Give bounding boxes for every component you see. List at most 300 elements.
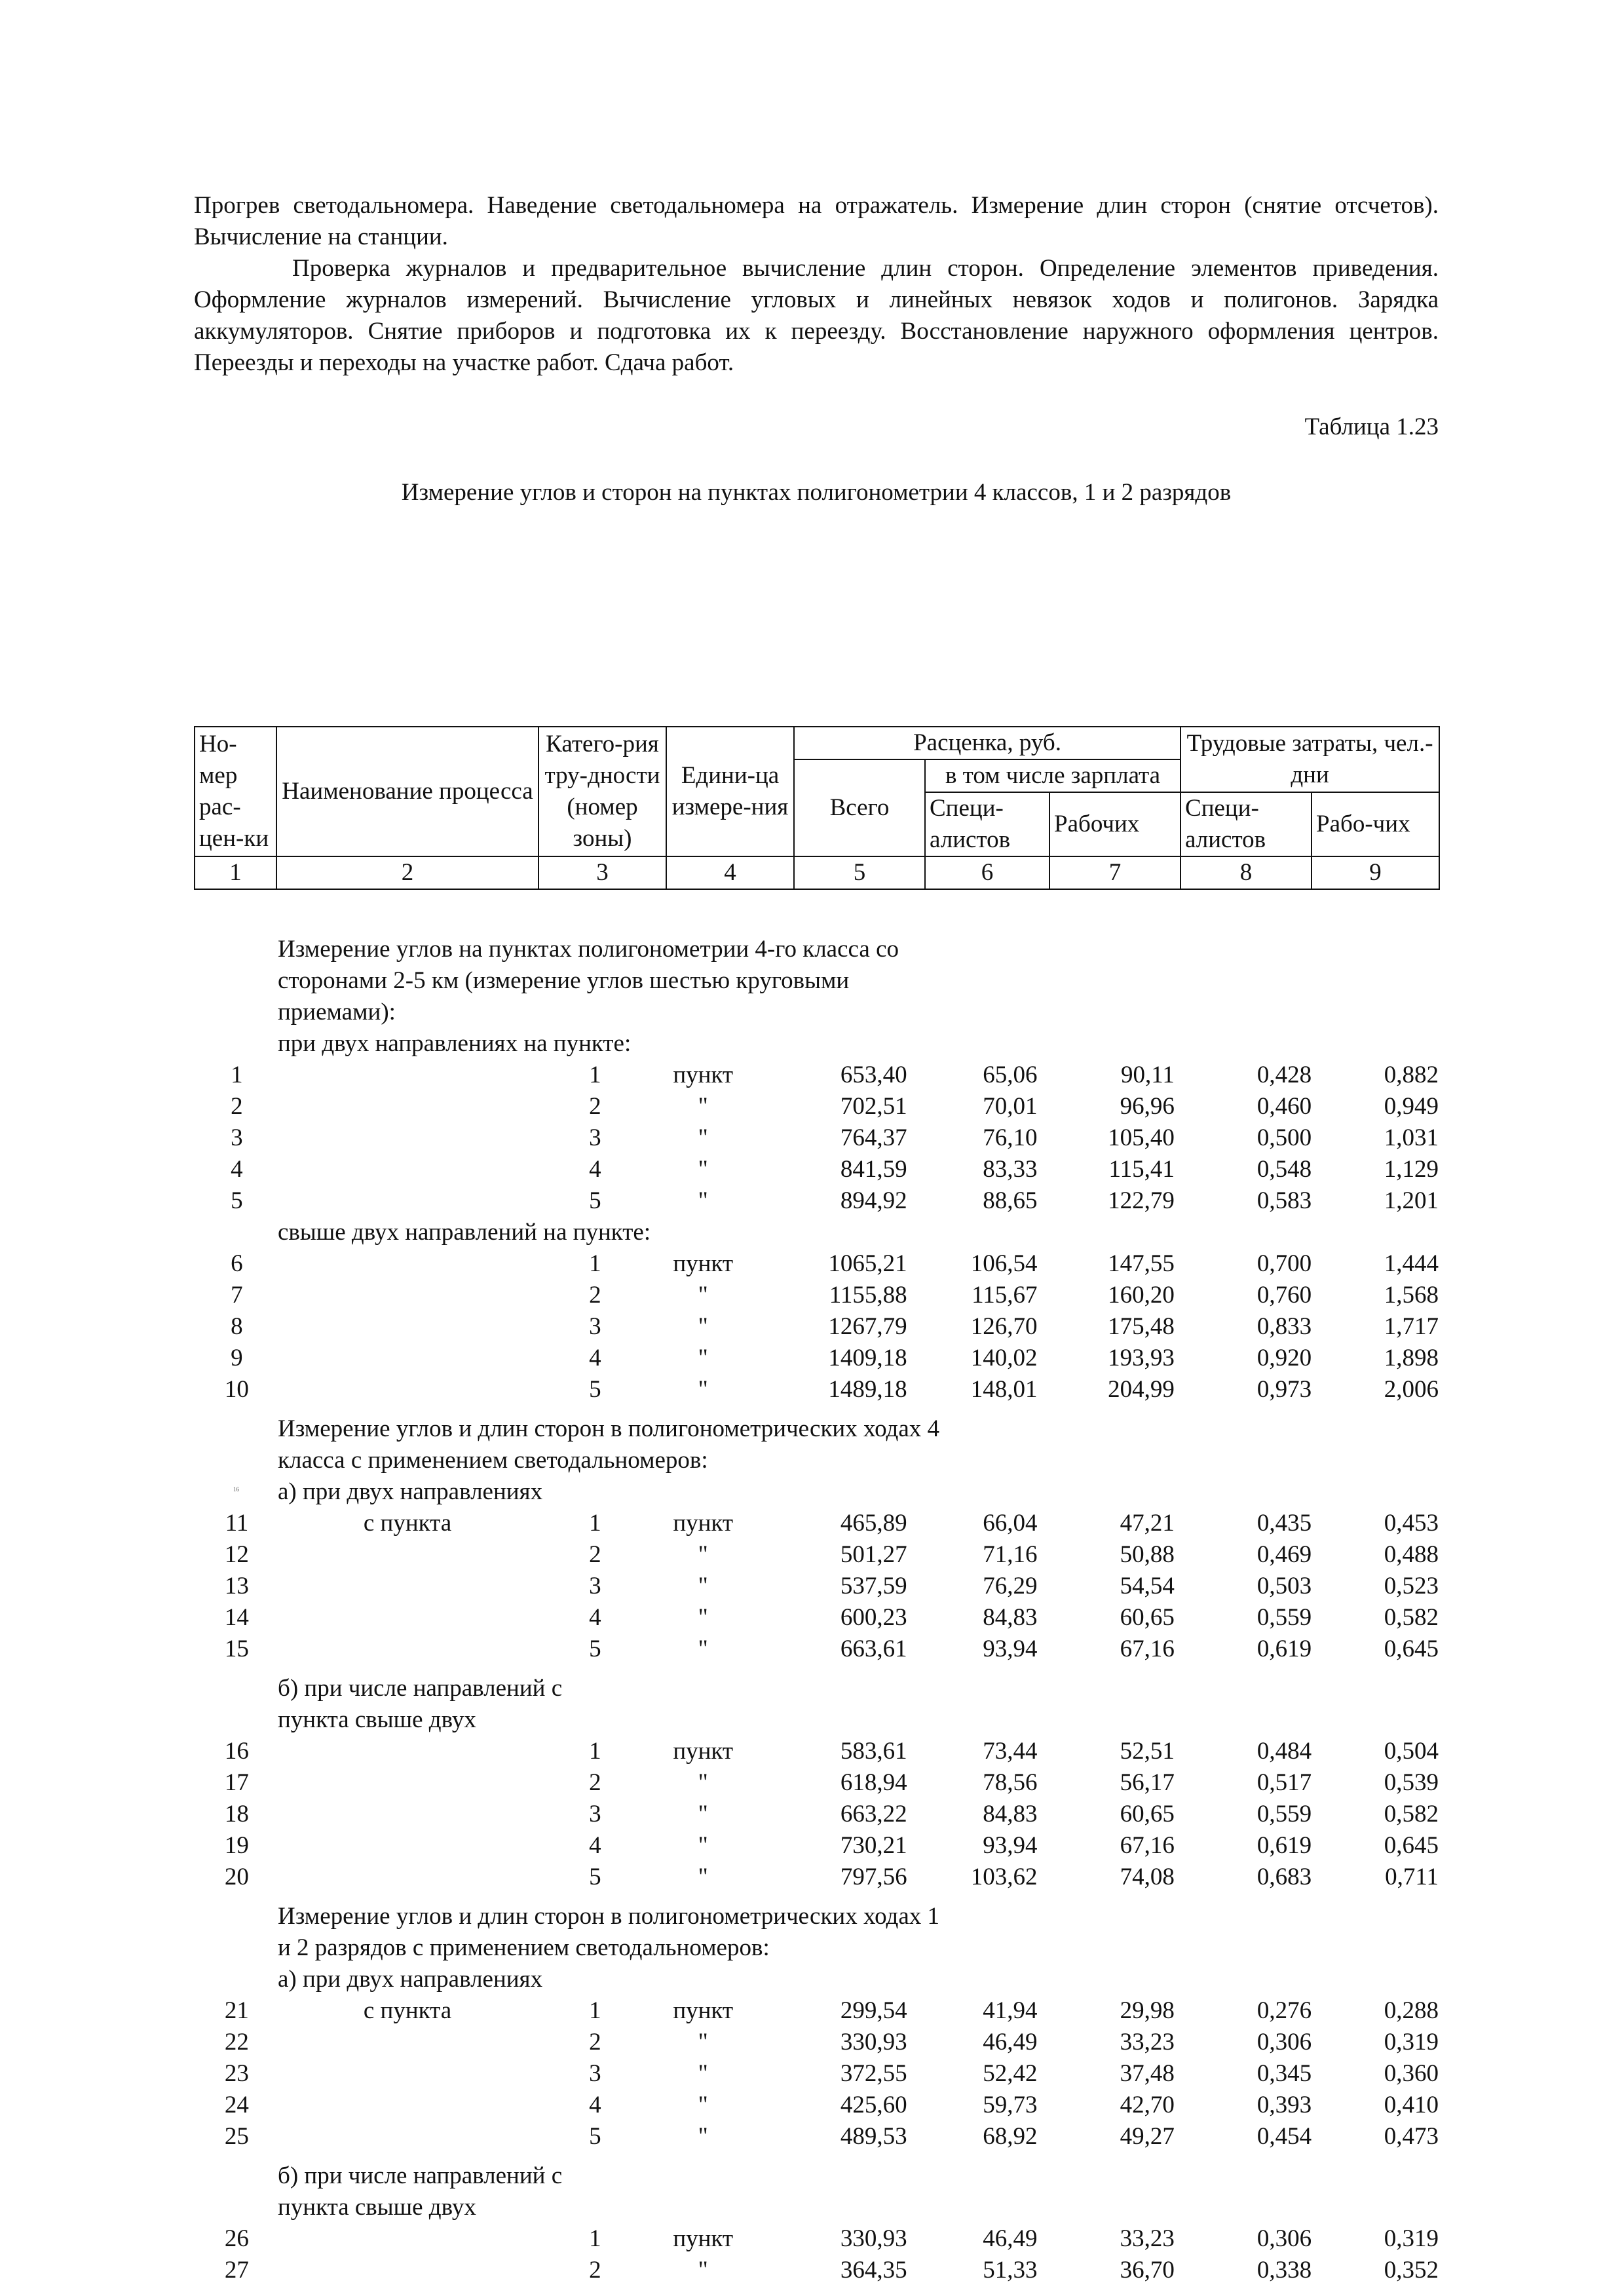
cell-category: 3 (589, 1124, 601, 1151)
table-row (194, 2090, 1439, 2121)
cell-rate-number: 2 (231, 1093, 243, 1120)
cell-price-workers: 60,65 (1120, 1604, 1175, 1631)
table-row (194, 1248, 1439, 1280)
cell-unit: " (698, 1801, 708, 1827)
cell-unit: " (698, 1636, 708, 1662)
cell-unit: " (698, 1156, 708, 1183)
cell-price-specialists: 76,10 (983, 1124, 1038, 1151)
section-heading-row (194, 1413, 1439, 1476)
cell-labor-workers: 0,488 (1384, 1541, 1439, 1568)
cell-labor-specialists: 0,973 (1256, 1376, 1312, 1403)
cell-price-total: 537,59 (840, 1573, 907, 1599)
cell-labor-workers: 0,645 (1384, 1636, 1439, 1662)
cell-labor-specialists: 0,517 (1256, 1769, 1312, 1796)
section-heading-text: а) при двух направлениях (278, 1478, 543, 1505)
cell-rate-number: 12 (224, 1541, 249, 1568)
cell-price-specialists: 84,83 (983, 1801, 1038, 1827)
section-heading-row (194, 1704, 1439, 1736)
cell-labor-specialists: 0,619 (1256, 1832, 1312, 1859)
cell-price-workers: 54,54 (1120, 1573, 1175, 1599)
cell-unit: " (698, 2060, 708, 2087)
section-heading (194, 2192, 1439, 2223)
cell-unit: " (698, 2029, 708, 2056)
section-heading (194, 2160, 1439, 2192)
cell-labor-workers: 0,319 (1384, 2225, 1439, 2252)
section-heading-text: Измерение углов и длин сторон в полигонометрических ходах 4 класса с применением светодальномеров: (278, 1415, 940, 1474)
cell-rate-number: 16 (224, 1738, 249, 1765)
cell-category: 5 (589, 2123, 601, 2150)
cell-unit: " (698, 1769, 708, 1796)
cell-unit: " (698, 1832, 708, 1859)
cell-price-specialists: 83,33 (983, 1156, 1038, 1183)
cell-labor-workers: 0,582 (1384, 1604, 1439, 1631)
section-heading-row (194, 1964, 1439, 1995)
cell-category: 1 (589, 1062, 601, 1088)
section-heading-text: б) при числе направлений с (278, 2162, 563, 2189)
document-page (194, 190, 1439, 2284)
cell-unit: " (698, 1282, 708, 1309)
cell-price-total: 372,55 (840, 2060, 907, 2087)
cell-unit: " (698, 1864, 708, 1890)
cell-price-workers: 193,93 (1108, 1345, 1175, 1371)
cell-category: 1 (589, 2225, 601, 2252)
cell-labor-workers: 0,319 (1384, 2029, 1439, 2056)
section-heading-row (194, 1901, 1439, 1964)
cell-labor-workers: 1,201 (1384, 1187, 1439, 1214)
section-heading (194, 1673, 1439, 1704)
cell-price-total: 653,40 (840, 1062, 907, 1088)
cell-price-workers: 56,17 (1120, 1769, 1175, 1796)
header-column-number: 6 (925, 856, 1049, 889)
section-heading-text: Измерение углов на пунктах полигонометрии 4-го класса со сторонами 2-5 км (измерение углов шестью круговыми приемами): (278, 936, 899, 1025)
cell-category: 5 (589, 1864, 601, 1890)
cell-process-name (280, 1799, 554, 1830)
cell-price-workers: 67,16 (1120, 1832, 1175, 1859)
cell-process-name (280, 1830, 554, 1862)
margin-mark: 16 (233, 1486, 239, 1493)
cell-rate-number: 9 (231, 1345, 243, 1371)
cell-price-workers: 50,88 (1120, 1541, 1175, 1568)
cell-unit: " (698, 1124, 708, 1151)
cell-rate-number: 25 (224, 2123, 249, 2150)
row-spacer (194, 2152, 1439, 2160)
cell-price-total: 730,21 (840, 1832, 907, 1859)
cell-category: 4 (589, 1832, 601, 1859)
table-row (194, 1571, 1439, 1602)
cell-labor-workers: 0,882 (1384, 1062, 1439, 1088)
row-spacer (194, 1406, 1439, 1413)
cell-labor-workers: 0,539 (1384, 1769, 1439, 1796)
cell-price-specialists: 46,49 (983, 2029, 1038, 2056)
cell-price-specialists: 70,01 (983, 1093, 1038, 1120)
cell-unit: " (698, 1541, 708, 1568)
cell-price-total: 1155,88 (829, 1282, 907, 1309)
cell-unit: " (698, 2092, 708, 2118)
table-body (194, 934, 1439, 2286)
cell-price-specialists: 52,42 (983, 2060, 1038, 2087)
cell-rate-number: 4 (231, 1156, 243, 1183)
table-row (194, 2255, 1439, 2286)
cell-labor-specialists: 0,700 (1256, 1250, 1312, 1277)
cell-price-workers: 60,65 (1120, 1801, 1175, 1827)
cell-price-total: 489,53 (840, 2123, 907, 2150)
cell-price-workers: 52,51 (1120, 1738, 1175, 1765)
cell-labor-workers: 1,129 (1384, 1156, 1439, 1183)
table-row (194, 1862, 1439, 1893)
table-row (194, 1280, 1439, 1311)
cell-labor-specialists: 0,833 (1256, 1313, 1312, 1340)
table-row (194, 1508, 1439, 1539)
cell-category: 3 (589, 2060, 601, 2087)
cell-price-specialists: 76,29 (983, 1573, 1038, 1599)
cell-process-name (280, 2121, 554, 2152)
table-row (194, 1154, 1439, 1185)
cell-rate-number: 17 (224, 1769, 249, 1796)
cell-unit: " (698, 1604, 708, 1631)
table-row (194, 1602, 1439, 1634)
cell-price-total: 797,56 (840, 1864, 907, 1890)
cell-price-specialists: 115,67 (972, 1282, 1038, 1309)
section-heading-row (194, 2192, 1439, 2223)
cell-rate-number: 19 (224, 1832, 249, 1859)
cell-labor-specialists: 0,460 (1256, 1093, 1312, 1120)
cell-category: 1 (589, 1738, 601, 1765)
header-column-number: 2 (276, 856, 538, 889)
table-row (194, 2058, 1439, 2090)
cell-price-total: 465,89 (840, 1510, 907, 1537)
cell-process-name (280, 1571, 554, 1602)
cell-labor-workers: 0,288 (1384, 1997, 1439, 2024)
cell-rate-number: 5 (231, 1187, 243, 1214)
cell-labor-specialists: 0,484 (1256, 1738, 1312, 1765)
cell-process-name (280, 1634, 554, 1665)
header-column-number: 7 (1049, 856, 1180, 889)
header-column-number: 9 (1312, 856, 1439, 889)
spacer-cell (194, 1406, 1439, 1413)
section-heading-text: при двух направлениях на пункте: (278, 1030, 632, 1057)
cell-price-workers: 37,48 (1120, 2060, 1175, 2087)
cell-price-specialists: 88,65 (983, 1187, 1038, 1214)
cell-unit: " (698, 1376, 708, 1403)
cell-process-name (280, 1060, 554, 1091)
cell-category: 5 (589, 1636, 601, 1662)
cell-price-workers: 67,16 (1120, 1636, 1175, 1662)
cell-price-specialists: 140,02 (970, 1345, 1038, 1371)
cell-category: 4 (589, 1345, 601, 1371)
cell-price-workers: 33,23 (1120, 2029, 1175, 2056)
table-row (194, 1799, 1439, 1830)
cell-labor-specialists: 0,920 (1256, 1345, 1312, 1371)
cell-price-total: 330,93 (840, 2029, 907, 2056)
cell-labor-specialists: 0,428 (1256, 1062, 1312, 1088)
cell-labor-specialists: 0,306 (1256, 2029, 1312, 2056)
cell-process-name (280, 2058, 554, 2090)
cell-rate-number: 1 (231, 1062, 243, 1088)
cell-labor-specialists: 0,500 (1256, 1124, 1312, 1151)
table-row (194, 2223, 1439, 2255)
cell-category: 4 (589, 2092, 601, 2118)
cell-process-name (280, 1343, 554, 1374)
header-difficulty-category: Катего-рия тру-дности (номер зоны) (538, 727, 666, 856)
cell-price-total: 841,59 (840, 1156, 907, 1183)
cell-category: 2 (589, 1541, 601, 1568)
section-heading-text: Измерение углов и длин сторон в полигонометрических ходах 1 и 2 разрядов с применением светодальномеров: (278, 1903, 940, 1961)
cell-process-name: с пункта (363, 1997, 452, 2024)
cell-labor-specialists: 0,583 (1256, 1187, 1312, 1214)
section-heading-text: свыше двух направлений на пункте: (278, 1219, 651, 1246)
cell-category: 2 (589, 1769, 601, 1796)
cell-rate-number: 18 (224, 1801, 249, 1827)
cell-price-total: 330,93 (840, 2225, 907, 2252)
cell-unit: " (698, 1573, 708, 1599)
cell-category: 2 (589, 1093, 601, 1120)
cell-labor-specialists: 0,435 (1256, 1510, 1312, 1537)
intro-text (194, 190, 1439, 379)
cell-process-name (280, 2090, 554, 2121)
cell-unit: пункт (673, 1510, 734, 1537)
cell-rate-number: 26 (224, 2225, 249, 2252)
cell-price-total: 425,60 (840, 2092, 907, 2118)
cell-process-name (280, 1091, 554, 1122)
cell-category: 2 (589, 2257, 601, 2284)
cell-unit: " (698, 1093, 708, 1120)
cell-labor-specialists: 0,469 (1256, 1541, 1312, 1568)
cell-category: 5 (589, 1187, 601, 1214)
cell-category: 1 (589, 1997, 601, 2024)
cell-labor-workers: 0,504 (1384, 1738, 1439, 1765)
cell-process-name (280, 1311, 554, 1343)
cell-rate-number: 15 (224, 1636, 249, 1662)
cell-price-workers: 160,20 (1108, 1282, 1175, 1309)
cell-unit: пункт (673, 1997, 734, 2024)
intro-paragraph-2: Проверка журналов и предварительное вычисление длин сторон. Определение элементов приведения. Оформление журналов измерений. Вычисление угловых и линейных невязок ходов и полигонов. Зарядка аккумуляторов. Снятие приборов и подготовка их к переезду. Восстановление наружного оформления центров. Переезды и переходы на участке работ. Сдача работ. (194, 255, 1439, 376)
section-heading (194, 934, 1439, 1028)
section-heading-row (194, 1673, 1439, 1704)
cell-category: 2 (589, 1282, 601, 1309)
table-row (194, 1767, 1439, 1799)
cell-price-workers: 90,11 (1120, 1062, 1175, 1088)
section-heading-row (194, 1217, 1439, 1248)
header-workers: Рабочих (1049, 792, 1180, 856)
section-heading-text: пункта свыше двух (278, 2194, 476, 2221)
table-row (194, 1185, 1439, 1217)
cell-labor-specialists: 0,345 (1256, 2060, 1312, 2087)
cell-labor-workers: 0,352 (1384, 2257, 1439, 2284)
cell-rate-number: 23 (224, 2060, 249, 2087)
header-process-name: Наименование процесса (276, 727, 538, 856)
section-heading-row (194, 1028, 1439, 1060)
section-heading-row (194, 934, 1439, 1028)
cell-labor-specialists: 0,619 (1256, 1636, 1312, 1662)
cell-price-specialists: 46,49 (983, 2225, 1038, 2252)
cell-unit: " (698, 2257, 708, 2284)
cell-rate-number: 11 (225, 1510, 249, 1537)
cell-price-workers: 105,40 (1108, 1124, 1175, 1151)
cell-rate-number: 7 (231, 1282, 243, 1309)
cell-labor-specialists: 0,393 (1256, 2092, 1312, 2118)
spacer-cell (194, 1893, 1439, 1901)
cell-price-total: 702,51 (840, 1093, 907, 1120)
header-labor-specialists: Специ-алистов (1180, 792, 1312, 856)
cell-price-workers: 122,79 (1108, 1187, 1175, 1214)
table-row (194, 1539, 1439, 1571)
cell-category: 3 (589, 1573, 601, 1599)
cell-labor-workers: 0,360 (1384, 2060, 1439, 2087)
cell-price-workers: 96,96 (1120, 1093, 1175, 1120)
cell-price-specialists: 84,83 (983, 1604, 1038, 1631)
header-column-number: 1 (195, 856, 276, 889)
table-row (194, 1311, 1439, 1343)
table-row (194, 1736, 1439, 1767)
cell-category: 1 (589, 1250, 601, 1277)
cell-unit: " (698, 2123, 708, 2150)
cell-price-total: 364,35 (840, 2257, 907, 2284)
cell-price-specialists: 65,06 (983, 1062, 1038, 1088)
cell-labor-workers: 0,711 (1385, 1864, 1439, 1890)
cell-labor-specialists: 0,559 (1256, 1604, 1312, 1631)
cell-price-specialists: 66,04 (983, 1510, 1038, 1537)
cell-labor-specialists: 0,559 (1256, 1801, 1312, 1827)
cell-price-workers: 29,98 (1120, 1997, 1175, 2024)
table-row (194, 2027, 1439, 2058)
header-price-group: Расценка, руб. (794, 727, 1180, 759)
cell-category: 4 (589, 1156, 601, 1183)
cell-labor-workers: 0,523 (1384, 1573, 1439, 1599)
cell-labor-workers: 0,645 (1384, 1832, 1439, 1859)
cell-price-total: 1489,18 (828, 1376, 907, 1403)
cell-price-workers: 175,48 (1108, 1313, 1175, 1340)
cell-price-workers: 36,70 (1120, 2257, 1175, 2284)
cell-process-name (280, 1185, 554, 1217)
section-heading-text: пункта свыше двух (278, 1706, 476, 1733)
cell-unit: " (698, 1187, 708, 1214)
table-row (194, 1995, 1439, 2027)
table-row (194, 1343, 1439, 1374)
header-column-number: 4 (666, 856, 794, 889)
cell-price-total: 299,54 (840, 1997, 907, 2024)
header-specialists: Специ-алистов (925, 792, 1049, 856)
cell-category: 5 (589, 1376, 601, 1403)
cell-unit: пункт (673, 1250, 734, 1277)
table-header (194, 726, 1440, 890)
cell-price-specialists: 59,73 (983, 2092, 1038, 2118)
cell-price-total: 1065,21 (828, 1250, 907, 1277)
cell-process-name (280, 1862, 554, 1893)
cell-labor-workers: 1,444 (1384, 1250, 1439, 1277)
header-column-number: 3 (538, 856, 666, 889)
table-title: Измерение углов и сторон на пунктах полигонометрии 4 классов, 1 и 2 разрядов (401, 479, 1232, 506)
cell-labor-workers: 1,568 (1384, 1282, 1439, 1309)
cell-unit: пункт (673, 1738, 734, 1765)
cell-price-total: 764,37 (840, 1124, 907, 1151)
cell-labor-specialists: 0,338 (1256, 2257, 1312, 2284)
cell-price-specialists: 148,01 (970, 1376, 1038, 1403)
cell-price-specialists: 71,16 (983, 1541, 1038, 1568)
cell-labor-workers: 0,473 (1384, 2123, 1439, 2150)
cell-process-name: с пункта (363, 1510, 452, 1537)
cell-labor-specialists: 0,503 (1256, 1573, 1312, 1599)
table-row (194, 1634, 1439, 1665)
cell-labor-workers: 1,898 (1384, 1345, 1439, 1371)
section-heading (194, 1964, 1439, 1995)
cell-rate-number: 27 (224, 2257, 249, 2284)
cell-rate-number: 3 (231, 1124, 243, 1151)
cell-price-specialists: 103,62 (970, 1864, 1038, 1890)
table-row (194, 1060, 1439, 1091)
header-labor-workers: Рабо-чих (1312, 792, 1439, 856)
section-heading-row (194, 2160, 1439, 2192)
cell-price-total: 618,94 (840, 1769, 907, 1796)
cell-labor-workers: 0,949 (1384, 1093, 1439, 1120)
cell-rate-number: 24 (224, 2092, 249, 2118)
cell-rate-number: 6 (231, 1250, 243, 1277)
cell-process-name (280, 1122, 554, 1154)
cell-unit: пункт (673, 2225, 734, 2252)
cell-price-workers: 204,99 (1108, 1376, 1175, 1403)
header-column-number: 5 (794, 856, 925, 889)
cell-rate-number: 8 (231, 1313, 243, 1340)
cell-price-total: 501,27 (840, 1541, 907, 1568)
cell-labor-specialists: 0,548 (1256, 1156, 1312, 1183)
cell-price-total: 1267,79 (828, 1313, 907, 1340)
cell-category: 3 (589, 1313, 601, 1340)
cell-labor-workers: 0,582 (1384, 1801, 1439, 1827)
section-heading (194, 1476, 1439, 1508)
cell-process-name (280, 2255, 554, 2286)
cell-price-workers: 74,08 (1120, 1864, 1175, 1890)
cell-labor-workers: 0,453 (1384, 1510, 1439, 1537)
cell-labor-workers: 2,006 (1384, 1376, 1439, 1403)
cell-price-workers: 115,41 (1108, 1156, 1175, 1183)
row-spacer (194, 1893, 1439, 1901)
section-heading-text: а) при двух направлениях (278, 1966, 543, 1993)
cell-unit: " (698, 1313, 708, 1340)
header-labor-group: Трудовые затраты, чел.-дни (1180, 727, 1439, 792)
cell-price-total: 600,23 (840, 1604, 907, 1631)
section-heading (194, 1413, 1439, 1476)
cell-process-name (280, 1248, 554, 1280)
cell-rate-number: 10 (224, 1376, 249, 1403)
cell-process-name (280, 1539, 554, 1571)
cell-price-total: 663,61 (840, 1636, 907, 1662)
cell-price-workers: 147,55 (1108, 1250, 1175, 1277)
cell-rate-number: 22 (224, 2029, 249, 2056)
cell-labor-specialists: 0,683 (1256, 1864, 1312, 1890)
section-heading-text: б) при числе направлений с (278, 1675, 563, 1702)
cell-process-name (280, 2027, 554, 2058)
header-column-numbers (195, 856, 1439, 889)
cell-labor-specialists: 0,454 (1256, 2123, 1312, 2150)
header-column-number: 8 (1180, 856, 1312, 889)
cell-labor-specialists: 0,760 (1256, 1282, 1312, 1309)
table-row (194, 2121, 1439, 2152)
header-including-salary: в том числе зарплата (925, 759, 1180, 792)
header-unit: Едини-ца измере-ния (666, 727, 794, 856)
cell-price-workers: 49,27 (1120, 2123, 1175, 2150)
cell-process-name (280, 1602, 554, 1634)
cell-price-specialists: 93,94 (983, 1832, 1038, 1859)
cell-price-specialists: 51,33 (983, 2257, 1038, 2284)
cell-price-total: 1409,18 (828, 1345, 907, 1371)
cell-process-name (280, 1736, 554, 1767)
cell-price-workers: 47,21 (1120, 1510, 1175, 1537)
cell-category: 3 (589, 1801, 601, 1827)
table-row (194, 1122, 1439, 1154)
cell-process-name (280, 1374, 554, 1406)
cell-labor-workers: 1,031 (1384, 1124, 1439, 1151)
cell-price-specialists: 73,44 (983, 1738, 1038, 1765)
cell-unit: " (698, 1345, 708, 1371)
